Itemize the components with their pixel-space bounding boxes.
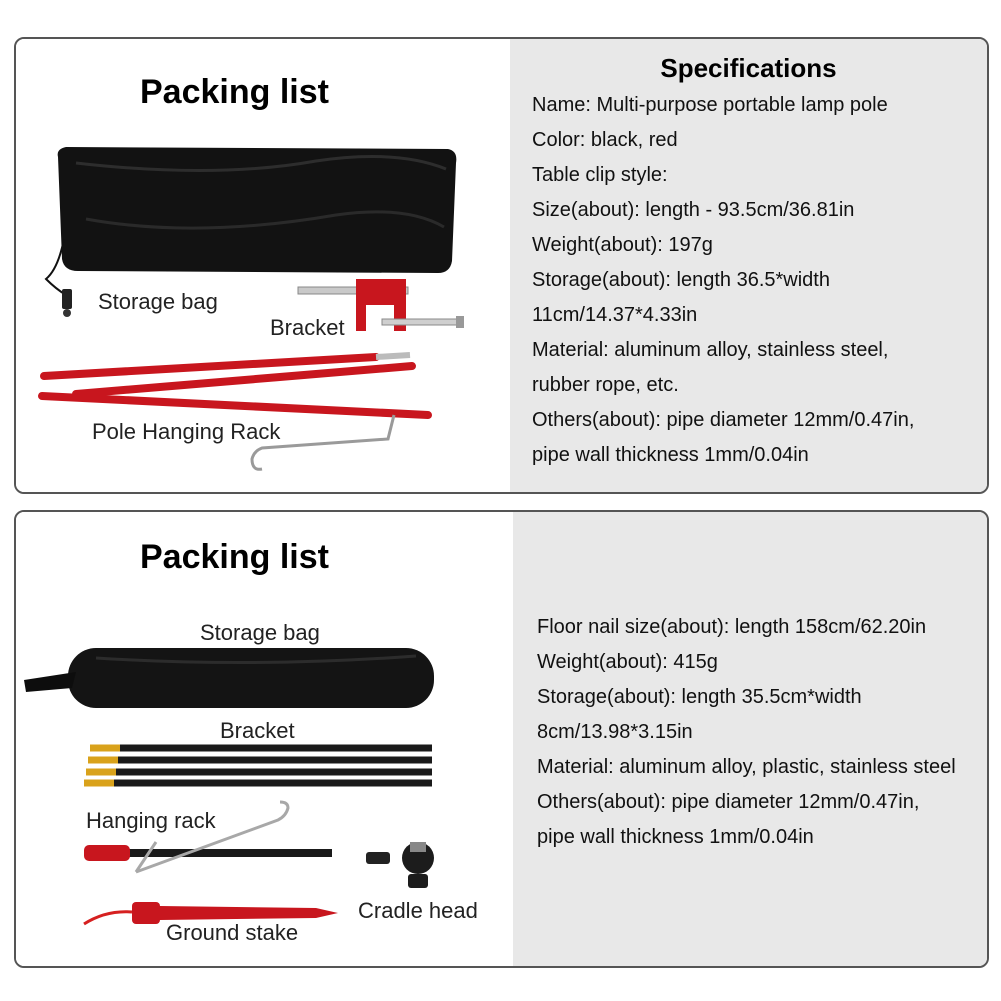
bracket-label: Bracket	[220, 718, 295, 743]
bracket-label: Bracket	[270, 315, 345, 340]
packing-list-heading: Packing list	[140, 73, 329, 111]
spec-line: pipe wall thickness 1mm/0.04in	[532, 444, 809, 466]
ground-stake-label: Ground stake	[166, 920, 299, 945]
cradle-head-image	[366, 842, 434, 888]
cradle-head-label: Cradle head	[358, 898, 478, 923]
spec-line: Weight(about): 415g	[537, 651, 718, 673]
packing-list-heading: Packing list	[140, 538, 329, 576]
spec-line: Others(about): pipe diameter 12mm/0.47in,	[537, 791, 920, 813]
spec-line: Others(about): pipe diameter 12mm/0.47in,	[532, 409, 915, 431]
spec-line: Color: black, red	[532, 129, 678, 151]
spec-line: Material: aluminum alloy, plastic, stainless steel	[537, 756, 956, 778]
spec-line: 11cm/14.37*4.33in	[532, 304, 698, 326]
packing-panel-floor-stake	[14, 510, 989, 968]
spec-line: Storage(about): length 35.5cm*width	[537, 686, 862, 708]
specifications-section	[513, 512, 987, 966]
specifications-section	[510, 39, 987, 492]
spec-line: Weight(about): 197g	[532, 234, 713, 256]
spec-line: Storage(about): length 36.5*width	[532, 269, 830, 291]
packing-list-section	[16, 39, 510, 492]
specifications-list	[532, 88, 914, 473]
storage-bag-label: Storage bag	[98, 289, 218, 314]
storage-bag-label: Storage bag	[200, 620, 320, 645]
spec-line: Material: aluminum alloy, stainless steel,	[532, 339, 889, 361]
specifications-title: Specifications	[660, 53, 837, 83]
spec-line: Table clip style:	[532, 164, 668, 186]
spec-line: Size(about): length - 93.5cm/36.81in	[532, 199, 855, 221]
spec-line: 8cm/13.98*3.15in	[537, 721, 693, 743]
packing-panel-table-clip	[14, 37, 989, 494]
spec-line: pipe wall thickness 1mm/0.04in	[537, 826, 814, 848]
spec-line: rubber rope, etc.	[532, 374, 679, 396]
black-storage-bag-image	[24, 648, 434, 708]
specifications-list	[537, 610, 956, 855]
packing-list-section	[16, 512, 510, 966]
spec-line: Floor nail size(about): length 158cm/62.20in	[537, 616, 927, 638]
black-poles-image	[84, 748, 432, 783]
red-poles-image	[42, 355, 428, 415]
spec-line: Name: Multi-purpose portable lamp pole	[532, 94, 888, 116]
pole-hanging-rack-label: Pole Hanging Rack	[92, 419, 281, 444]
hanging-rack-label: Hanging rack	[86, 808, 216, 833]
